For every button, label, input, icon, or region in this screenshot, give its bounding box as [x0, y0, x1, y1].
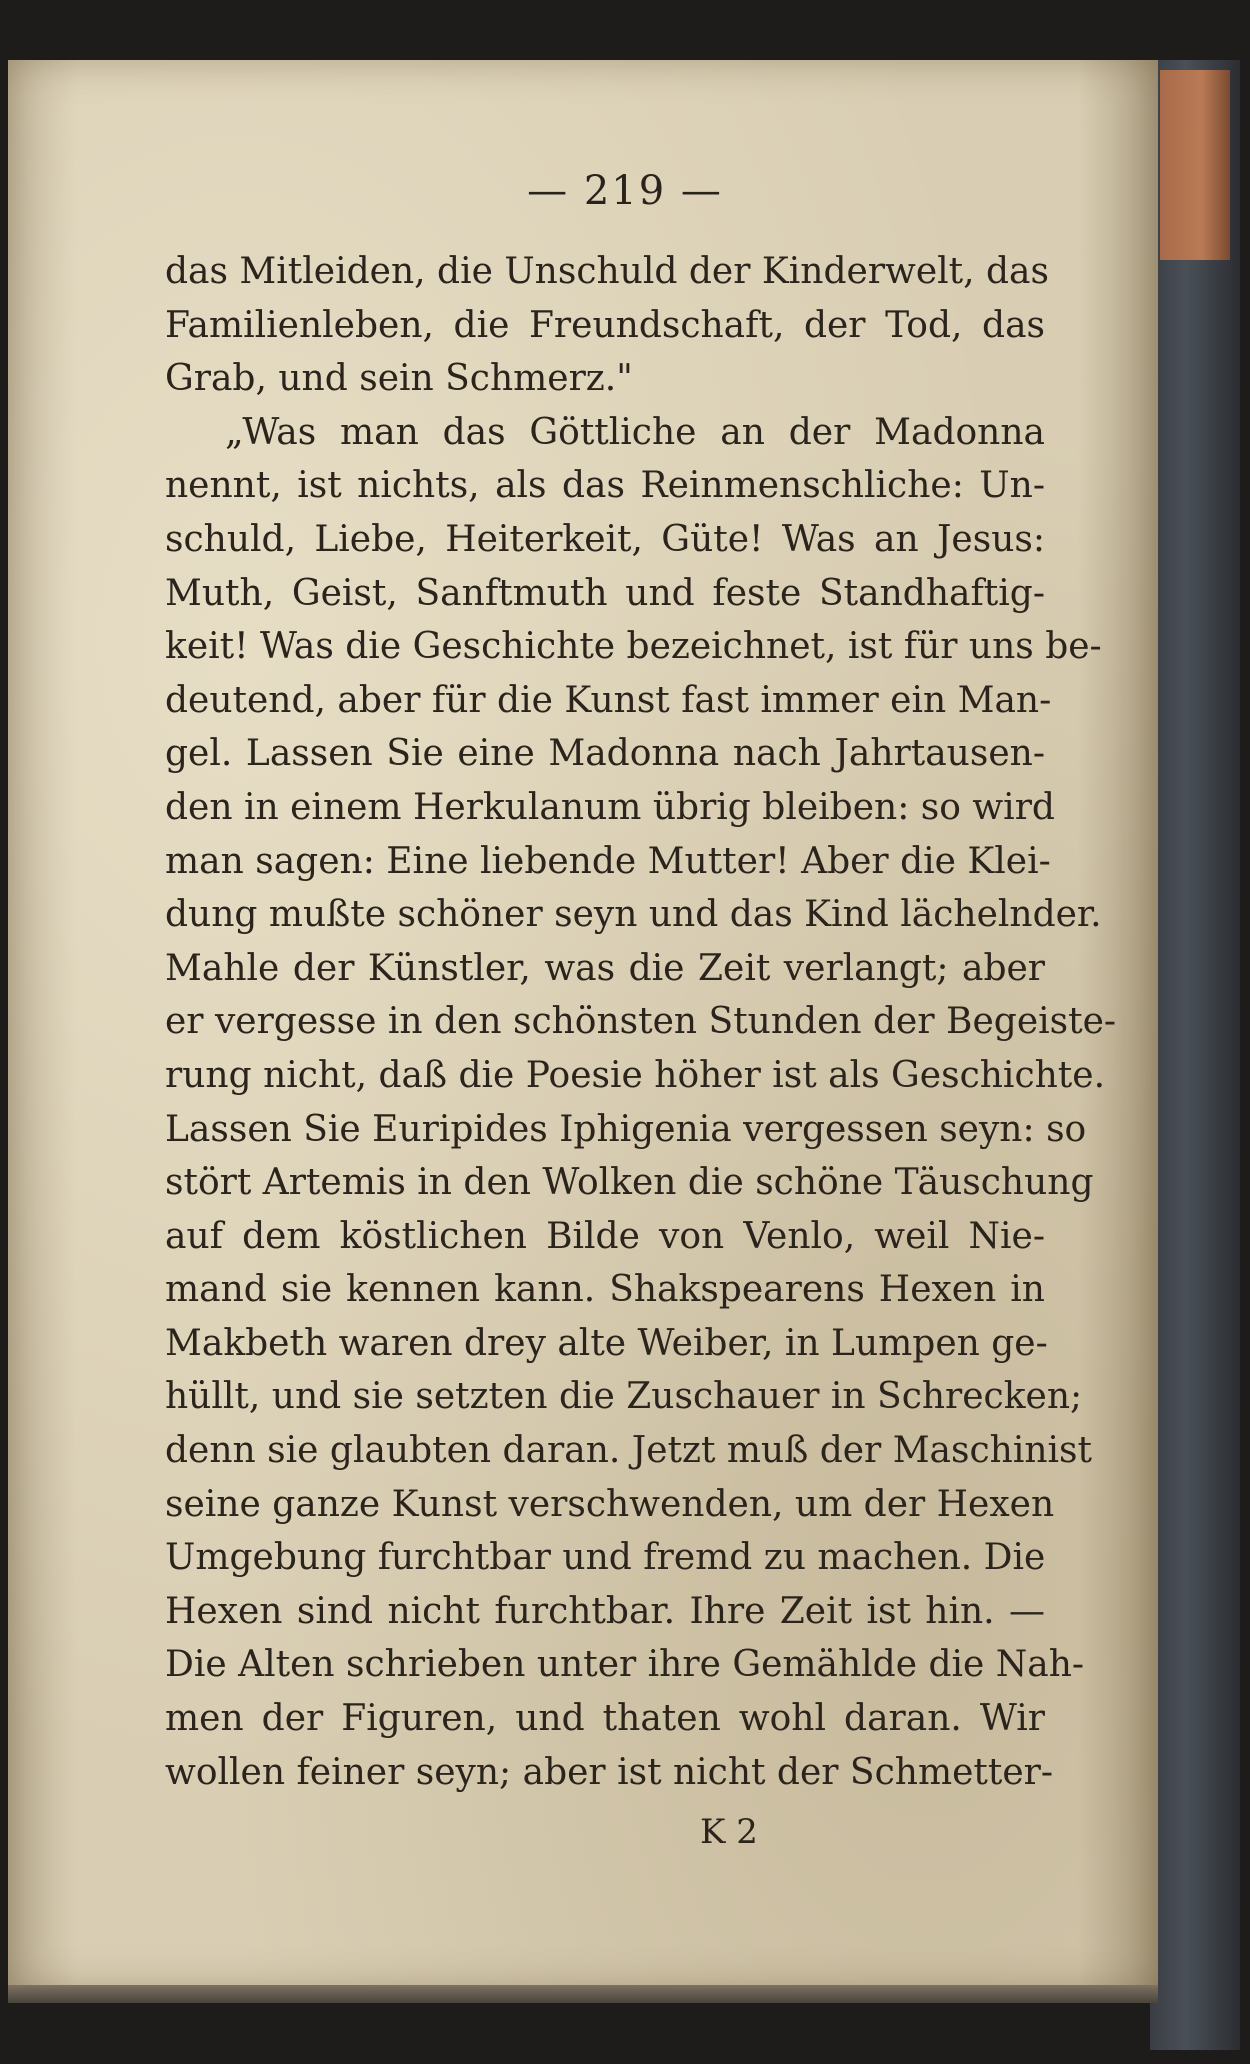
text-line: deutend, aber für die Kunst fast immer ein Man- — [165, 679, 1052, 721]
book-cover-edge — [1150, 60, 1240, 2050]
text-line: rung nicht, daß die Poesie höher ist als Geschichte. — [165, 1054, 1106, 1096]
text-line: auf dem köstlichen Bilde von Venlo, weil Nie- — [165, 1215, 1045, 1257]
signature-mark: K 2 — [700, 1812, 758, 1852]
text-line: man sagen: Eine liebende Mutter! Aber die Klei- — [165, 840, 1051, 882]
text-line: men der Figuren, und thaten wohl daran. Wir — [165, 1698, 1045, 1740]
text-line: denn sie glaubten daran. Jetzt muß der Maschinist — [165, 1430, 1092, 1472]
text-line: Muth, Geist, Sanftmuth und feste Standhaftig- — [165, 572, 1045, 614]
text-line: stört Artemis in den Wolken die schöne Täuschung — [165, 1162, 1094, 1204]
text-line: Umgebung furchtbar und fremd zu machen. Die — [165, 1537, 1046, 1579]
text-line: mand sie kennen kann. Shakspearens Hexen in — [165, 1269, 1045, 1311]
body-text — [165, 245, 1117, 1799]
text-line: wollen feiner seyn; aber ist nicht der Schmetter- — [165, 1751, 1053, 1793]
text-line: Familienleben, die Freundschaft, der Tod, das — [165, 304, 1045, 346]
text-line: „Was man das Göttliche an der Madonna — [225, 411, 1045, 453]
text-line: Hexen sind nicht furchtbar. Ihre Zeit ist hin. — — [165, 1590, 1045, 1632]
text-line: nennt, ist nichts, als das Reinmenschliche: Un- — [165, 465, 1045, 507]
book-cover-corner — [1160, 70, 1230, 260]
text-line: seine ganze Kunst verschwenden, um der Hexen — [165, 1483, 1055, 1525]
text-line: hüllt, und sie setzten die Zuschauer in Schrecken; — [165, 1376, 1083, 1418]
text-line: Die Alten schrieben unter ihre Gemählde die Nah- — [165, 1644, 1085, 1686]
text-line: Makbeth waren drey alte Weiber, in Lumpen ge- — [165, 1322, 1048, 1364]
page-number: — 219 — — [527, 168, 723, 214]
text-line: gel. Lassen Sie eine Madonna nach Jahrtausen- — [165, 733, 1045, 775]
text-line: dung mußte schöner seyn und das Kind lächelnder. — [165, 894, 1102, 936]
text-line: Grab, und sein Schmerz." — [165, 358, 633, 400]
text-line: Mahle der Künstler, was die Zeit verlangt; aber — [165, 947, 1045, 989]
text-line: den in einem Herkulanum übrig bleiben: so wird — [165, 786, 1055, 828]
page-bottom-edge — [8, 1985, 1158, 2003]
text-line: das Mitleiden, die Unschuld der Kinderwelt, das — [165, 251, 1049, 292]
text-line: Lassen Sie Euripides Iphigenia vergessen seyn: so — [165, 1108, 1087, 1150]
text-line: schuld, Liebe, Heiterkeit, Güte! Was an Jesus: — [165, 518, 1045, 560]
text-line: keit! Was die Geschichte bezeichnet, ist für uns be- — [165, 626, 1102, 668]
text-line: er vergesse in den schönsten Stunden der Begeiste- — [165, 1001, 1117, 1043]
